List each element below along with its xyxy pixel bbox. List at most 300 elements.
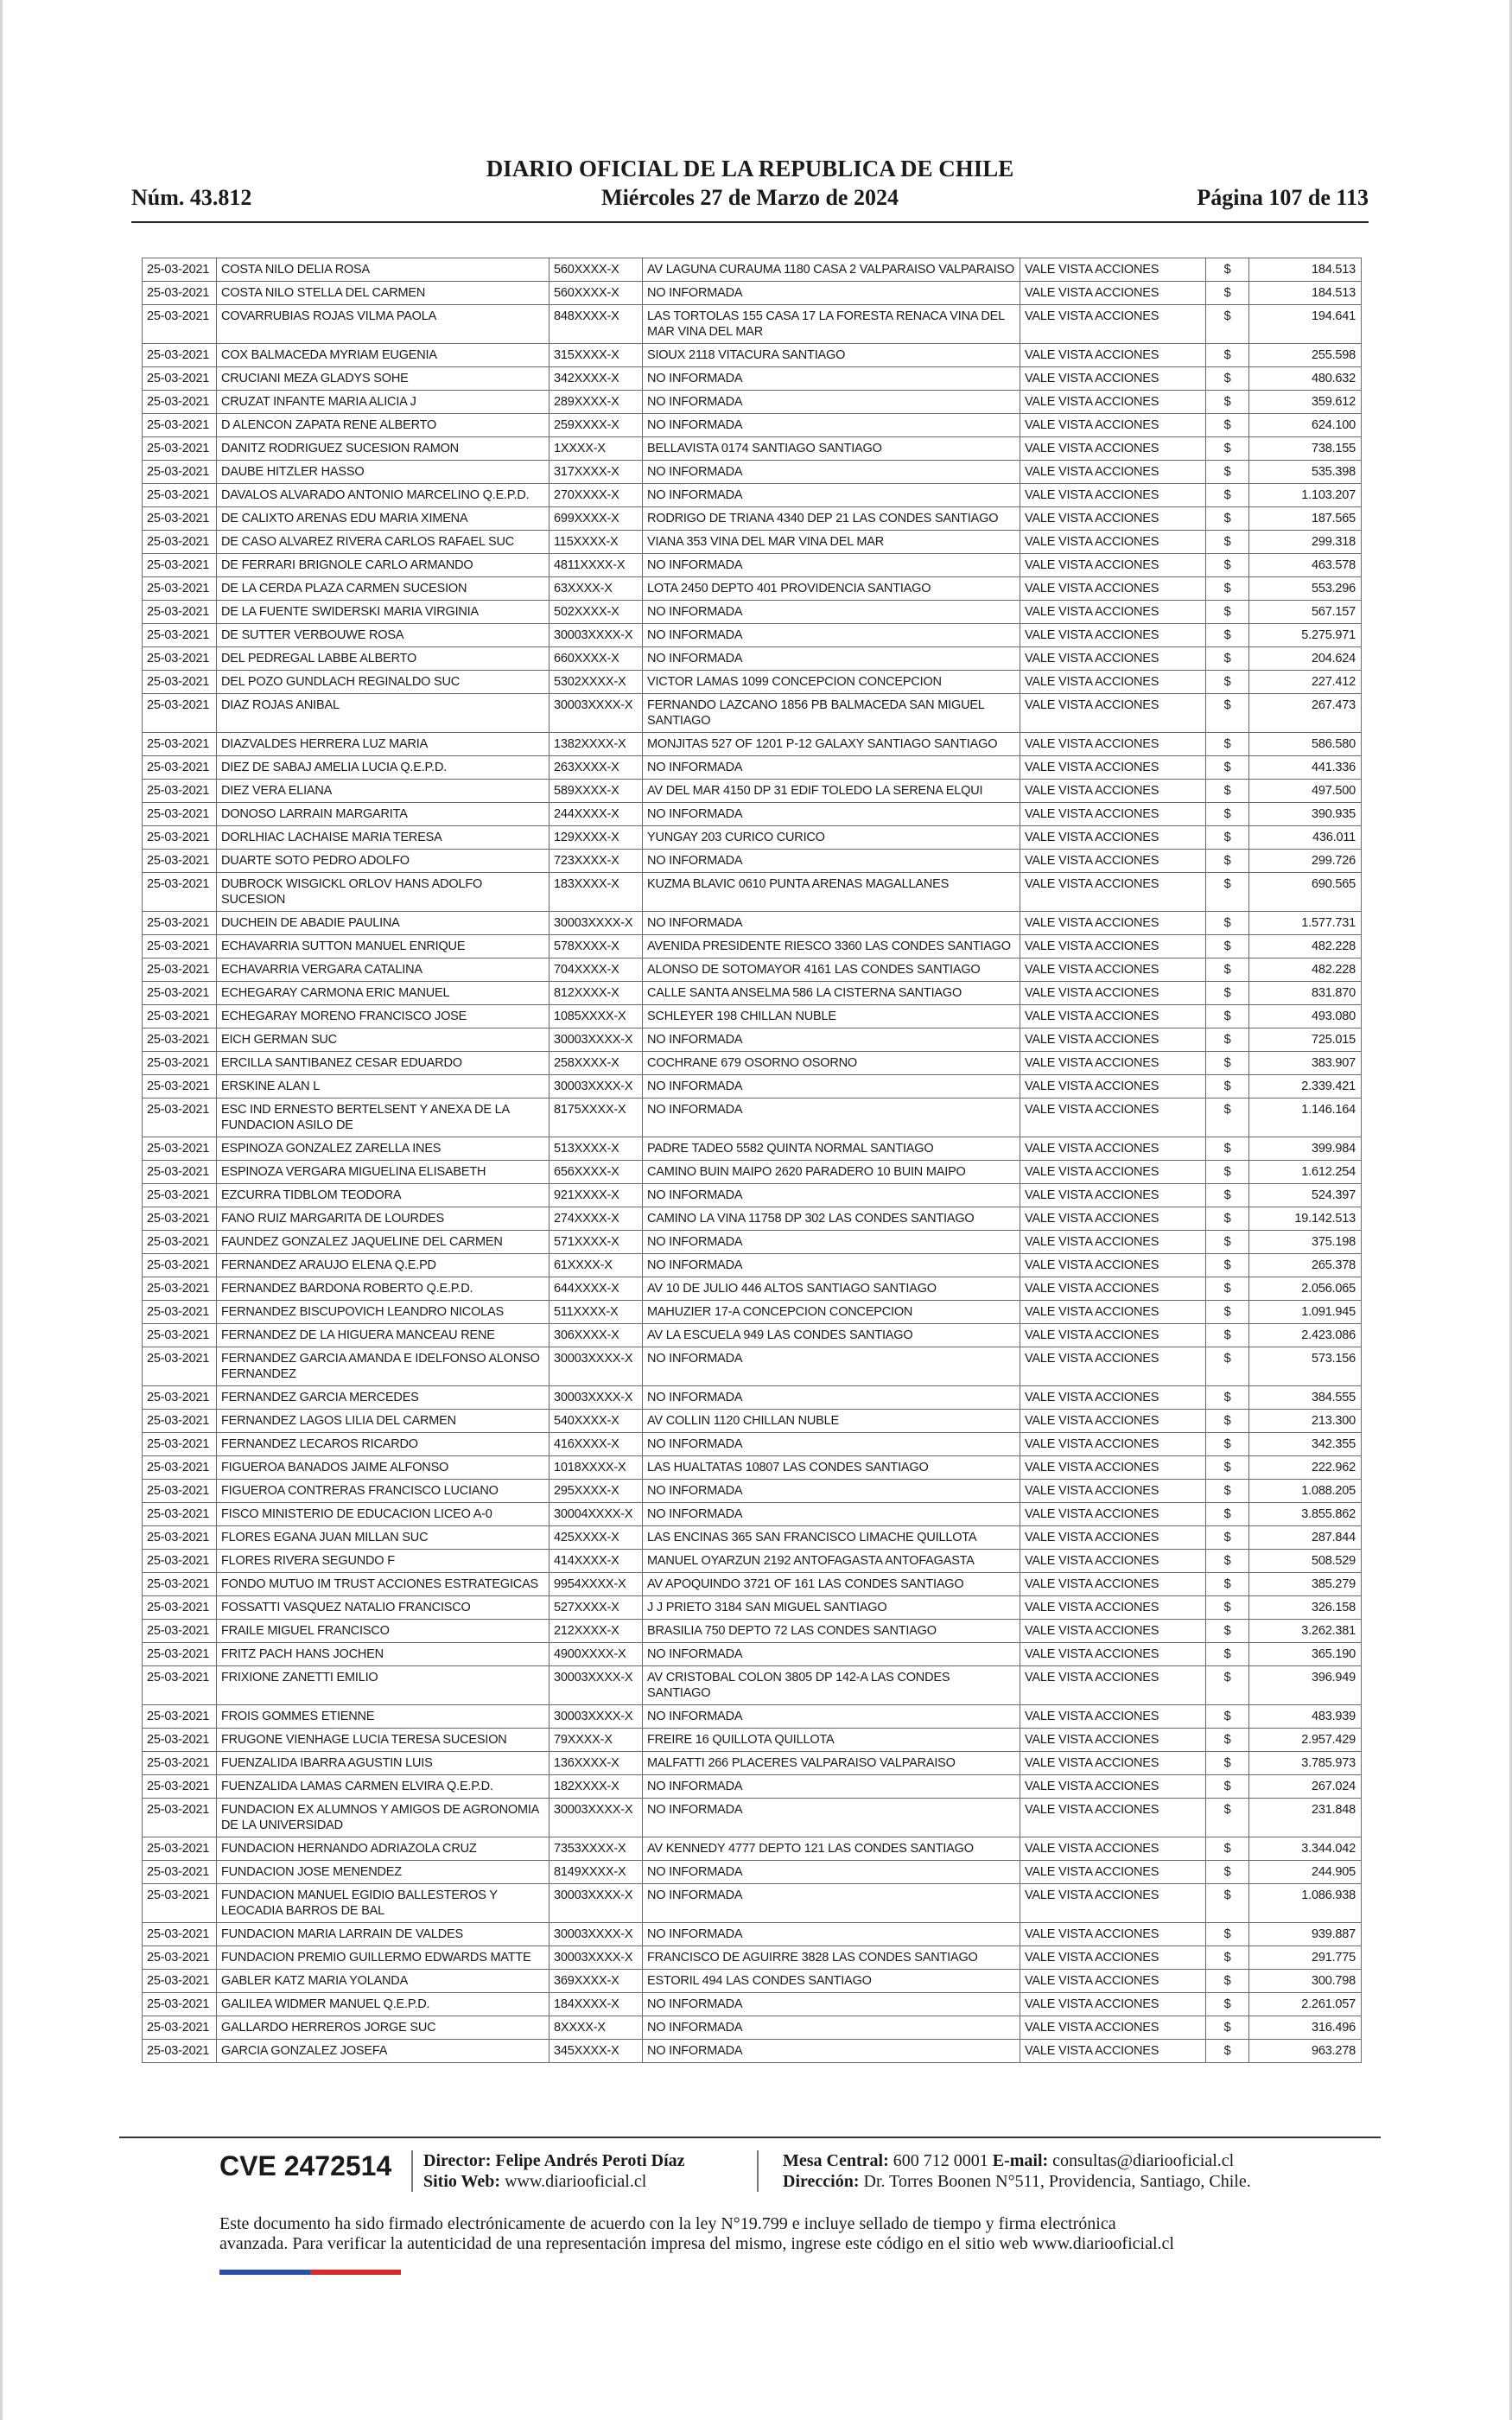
address-cell: NO INFORMADA (643, 1884, 1020, 1923)
name-cell: FUENZALIDA LAMAS CARMEN ELVIRA Q.E.P.D. (217, 1775, 550, 1799)
address-cell: CALLE SANTA ANSELMA 586 LA CISTERNA SANTIAGO (643, 982, 1020, 1005)
instrument-cell: VALE VISTA ACCIONES (1020, 1620, 1206, 1643)
name-cell: DAVALOS ALVARADO ANTONIO MARCELINO Q.E.P.D. (217, 484, 550, 507)
table-row (143, 873, 1362, 912)
table-row (143, 1643, 1362, 1666)
instrument-cell: VALE VISTA ACCIONES (1020, 531, 1206, 554)
name-cell: ESC IND ERNESTO BERTELSENT Y ANEXA DE LA FUNDACION ASILO DE (217, 1099, 550, 1137)
address-cell: SCHLEYER 198 CHILLAN NUBLE (643, 1005, 1020, 1028)
name-cell: FUNDACION JOSE MENENDEZ (217, 1861, 550, 1884)
name-cell: DE LA FUENTE SWIDERSKI MARIA VIRGINIA (217, 601, 550, 624)
rut-cell: 61XXXX-X (550, 1254, 643, 1277)
address-cell: NO INFORMADA (643, 1099, 1020, 1137)
rut-cell: 513XXXX-X (550, 1137, 643, 1161)
date-cell: 25-03-2021 (143, 1837, 217, 1861)
name-cell: DORLHIAC LACHAISE MARIA TERESA (217, 826, 550, 850)
date-cell: 25-03-2021 (143, 1347, 217, 1386)
address-cell: NO INFORMADA (643, 1231, 1020, 1254)
date-cell: 25-03-2021 (143, 531, 217, 554)
amount-cell: 342.355 (1249, 1433, 1362, 1456)
currency-cell: $ (1206, 1184, 1249, 1207)
table-row (143, 1301, 1362, 1324)
date-cell: 25-03-2021 (143, 1752, 217, 1775)
currency-cell: $ (1206, 935, 1249, 958)
date-cell: 25-03-2021 (143, 391, 217, 414)
currency-cell: $ (1206, 1480, 1249, 1503)
name-cell: EZCURRA TIDBLOM TEODORA (217, 1184, 550, 1207)
instrument-cell: VALE VISTA ACCIONES (1020, 1970, 1206, 1993)
address-cell: NO INFORMADA (643, 912, 1020, 935)
date-cell: 25-03-2021 (143, 733, 217, 756)
amount-cell: 227.412 (1249, 671, 1362, 694)
name-cell: DIAZ ROJAS ANIBAL (217, 694, 550, 733)
table-row (143, 1526, 1362, 1550)
records-table (142, 258, 1362, 2063)
amount-cell: 482.228 (1249, 935, 1362, 958)
rut-cell: 571XXXX-X (550, 1231, 643, 1254)
instrument-cell: VALE VISTA ACCIONES (1020, 958, 1206, 982)
instrument-cell: VALE VISTA ACCIONES (1020, 1052, 1206, 1075)
address-cell: NO INFORMADA (643, 1503, 1020, 1526)
address-cell: NO INFORMADA (643, 1433, 1020, 1456)
date-cell: 25-03-2021 (143, 1526, 217, 1550)
address-value: Dr. Torres Boonen N°511, Providencia, Santiago, Chile. (863, 2172, 1251, 2191)
table-row (143, 577, 1362, 601)
date-cell: 25-03-2021 (143, 1456, 217, 1480)
mesa-label: Mesa Central: (783, 2151, 889, 2170)
currency-cell: $ (1206, 1137, 1249, 1161)
instrument-cell: VALE VISTA ACCIONES (1020, 305, 1206, 344)
amount-cell: 359.612 (1249, 391, 1362, 414)
instrument-cell: VALE VISTA ACCIONES (1020, 367, 1206, 391)
amount-cell: 316.496 (1249, 2016, 1362, 2040)
records-table-wrapper (142, 258, 1361, 2063)
currency-cell: $ (1206, 912, 1249, 935)
amount-cell: 187.565 (1249, 507, 1362, 531)
date-cell: 25-03-2021 (143, 826, 217, 850)
instrument-cell: VALE VISTA ACCIONES (1020, 1923, 1206, 1946)
table-row (143, 1028, 1362, 1052)
currency-cell: $ (1206, 1993, 1249, 2016)
name-cell: FERNANDEZ BARDONA ROBERTO Q.E.P.D. (217, 1277, 550, 1301)
legal-line: avanzada. Para verificar la autenticidad de una representación impresa del mismo, ingrese este código en el sitio web www.diariooficial.cl (219, 2234, 1174, 2253)
rut-cell: 699XXXX-X (550, 507, 643, 531)
table-row (143, 1923, 1362, 1946)
rut-cell: 342XXXX-X (550, 367, 643, 391)
currency-cell: $ (1206, 1347, 1249, 1386)
address-cell: NO INFORMADA (643, 1993, 1020, 2016)
date-cell: 25-03-2021 (143, 1137, 217, 1161)
address-cell: J J PRIETO 3184 SAN MIGUEL SANTIAGO (643, 1596, 1020, 1620)
name-cell: FOSSATTI VASQUEZ NATALIO FRANCISCO (217, 1596, 550, 1620)
date-cell: 25-03-2021 (143, 780, 217, 803)
currency-cell: $ (1206, 1231, 1249, 1254)
cve-code: CVE 2472514 (219, 2150, 392, 2181)
instrument-cell: VALE VISTA ACCIONES (1020, 437, 1206, 461)
instrument-cell: VALE VISTA ACCIONES (1020, 1433, 1206, 1456)
rut-cell: 317XXXX-X (550, 461, 643, 484)
rut-cell: 259XXXX-X (550, 414, 643, 437)
date-cell: 25-03-2021 (143, 1993, 217, 2016)
instrument-cell: VALE VISTA ACCIONES (1020, 1596, 1206, 1620)
rut-cell: 244XXXX-X (550, 803, 643, 826)
name-cell: DEL POZO GUNDLACH REGINALDO SUC (217, 671, 550, 694)
amount-cell: 396.949 (1249, 1666, 1362, 1705)
rut-cell: 79XXXX-X (550, 1729, 643, 1752)
currency-cell: $ (1206, 1837, 1249, 1861)
rut-cell: 315XXXX-X (550, 344, 643, 367)
name-cell: DUCHEIN DE ABADIE PAULINA (217, 912, 550, 935)
table-row (143, 601, 1362, 624)
rut-cell: 270XXXX-X (550, 484, 643, 507)
table-row (143, 1347, 1362, 1386)
instrument-cell: VALE VISTA ACCIONES (1020, 507, 1206, 531)
rut-cell: 4811XXXX-X (550, 554, 643, 577)
date-cell: 25-03-2021 (143, 647, 217, 671)
address-cell: COCHRANE 679 OSORNO OSORNO (643, 1052, 1020, 1075)
currency-cell: $ (1206, 2040, 1249, 2063)
rut-cell: 295XXXX-X (550, 1480, 643, 1503)
rut-cell: 30003XXXX-X (550, 1075, 643, 1099)
rut-cell: 30003XXXX-X (550, 1028, 643, 1052)
instrument-cell: VALE VISTA ACCIONES (1020, 935, 1206, 958)
amount-cell: 1.103.207 (1249, 484, 1362, 507)
amount-cell: 384.555 (1249, 1386, 1362, 1410)
amount-cell: 2.056.065 (1249, 1277, 1362, 1301)
director-label: Director: (423, 2151, 492, 2170)
rut-cell: 921XXXX-X (550, 1184, 643, 1207)
amount-cell: 213.300 (1249, 1410, 1362, 1433)
instrument-cell: VALE VISTA ACCIONES (1020, 577, 1206, 601)
amount-cell: 19.142.513 (1249, 1207, 1362, 1231)
table-row (143, 1775, 1362, 1799)
amount-cell: 365.190 (1249, 1643, 1362, 1666)
instrument-cell: VALE VISTA ACCIONES (1020, 1884, 1206, 1923)
date-cell: 25-03-2021 (143, 1861, 217, 1884)
amount-cell: 231.848 (1249, 1799, 1362, 1837)
currency-cell: $ (1206, 391, 1249, 414)
table-row (143, 1410, 1362, 1433)
address-label: Dirección: (783, 2172, 860, 2191)
rut-cell: 258XXXX-X (550, 1052, 643, 1075)
name-cell: ESPINOZA GONZALEZ ZARELLA INES (217, 1137, 550, 1161)
table-row (143, 1503, 1362, 1526)
currency-cell: $ (1206, 982, 1249, 1005)
address-cell: SIOUX 2118 VITACURA SANTIAGO (643, 344, 1020, 367)
address-cell: KUZMA BLAVIC 0610 PUNTA ARENAS MAGALLANES (643, 873, 1020, 912)
date-cell: 25-03-2021 (143, 1301, 217, 1324)
table-row (143, 780, 1362, 803)
instrument-cell: VALE VISTA ACCIONES (1020, 1503, 1206, 1526)
rut-cell: 306XXXX-X (550, 1324, 643, 1347)
website-link[interactable]: www.diariooficial.cl (505, 2172, 647, 2191)
date-cell: 25-03-2021 (143, 1946, 217, 1970)
currency-cell: $ (1206, 1526, 1249, 1550)
table-row (143, 1207, 1362, 1231)
instrument-cell: VALE VISTA ACCIONES (1020, 258, 1206, 282)
currency-cell: $ (1206, 1620, 1249, 1643)
amount-cell: 1.086.938 (1249, 1884, 1362, 1923)
instrument-cell: VALE VISTA ACCIONES (1020, 282, 1206, 305)
address-cell: NO INFORMADA (643, 1705, 1020, 1729)
amount-cell: 299.318 (1249, 531, 1362, 554)
table-row (143, 531, 1362, 554)
name-cell: FERNANDEZ BISCUPOVICH LEANDRO NICOLAS (217, 1301, 550, 1324)
name-cell: FLORES RIVERA SEGUNDO F (217, 1550, 550, 1573)
amount-cell: 463.578 (1249, 554, 1362, 577)
name-cell: DUARTE SOTO PEDRO ADOLFO (217, 850, 550, 873)
rut-cell: 345XXXX-X (550, 2040, 643, 2063)
amount-cell: 299.726 (1249, 850, 1362, 873)
name-cell: FROIS GOMMES ETIENNE (217, 1705, 550, 1729)
address-cell: FERNANDO LAZCANO 1856 PB BALMACEDA SAN MIGUEL SANTIAGO (643, 694, 1020, 733)
amount-cell: 624.100 (1249, 414, 1362, 437)
amount-cell: 1.146.164 (1249, 1099, 1362, 1137)
amount-cell: 2.957.429 (1249, 1729, 1362, 1752)
rut-cell: 129XXXX-X (550, 826, 643, 850)
amount-cell: 3.344.042 (1249, 1837, 1362, 1861)
currency-cell: $ (1206, 1923, 1249, 1946)
rut-cell: 1382XXXX-X (550, 733, 643, 756)
table-row (143, 850, 1362, 873)
address-cell: NO INFORMADA (643, 1184, 1020, 1207)
currency-cell: $ (1206, 1884, 1249, 1923)
table-row (143, 912, 1362, 935)
name-cell: COX BALMACEDA MYRIAM EUGENIA (217, 344, 550, 367)
instrument-cell: VALE VISTA ACCIONES (1020, 1550, 1206, 1573)
address-cell: NO INFORMADA (643, 1075, 1020, 1099)
table-row (143, 1075, 1362, 1099)
address-cell: NO INFORMADA (643, 461, 1020, 484)
currency-cell: $ (1206, 1596, 1249, 1620)
name-cell: DE CALIXTO ARENAS EDU MARIA XIMENA (217, 507, 550, 531)
amount-cell: 244.905 (1249, 1861, 1362, 1884)
amount-cell: 2.423.086 (1249, 1324, 1362, 1347)
instrument-cell: VALE VISTA ACCIONES (1020, 1099, 1206, 1137)
rut-cell: 660XXXX-X (550, 647, 643, 671)
amount-cell: 326.158 (1249, 1596, 1362, 1620)
table-row (143, 554, 1362, 577)
instrument-cell: VALE VISTA ACCIONES (1020, 1752, 1206, 1775)
currency-cell: $ (1206, 577, 1249, 601)
address-cell: NO INFORMADA (643, 1643, 1020, 1666)
table-row (143, 2040, 1362, 2063)
currency-cell: $ (1206, 1075, 1249, 1099)
table-row (143, 1480, 1362, 1503)
table-row (143, 733, 1362, 756)
rut-cell: 212XXXX-X (550, 1620, 643, 1643)
address-cell: NO INFORMADA (643, 803, 1020, 826)
table-row (143, 1324, 1362, 1347)
table-row (143, 1884, 1362, 1923)
amount-cell: 291.775 (1249, 1946, 1362, 1970)
amount-cell: 586.580 (1249, 733, 1362, 756)
instrument-cell: VALE VISTA ACCIONES (1020, 1993, 1206, 2016)
name-cell: FERNANDEZ ARAUJO ELENA Q.E.PD (217, 1254, 550, 1277)
name-cell: CRUCIANI MEZA GLADYS SOHE (217, 367, 550, 391)
table-row (143, 344, 1362, 367)
address-cell: LAS HUALTATAS 10807 LAS CONDES SANTIAGO (643, 1456, 1020, 1480)
rut-cell: 416XXXX-X (550, 1433, 643, 1456)
instrument-cell: VALE VISTA ACCIONES (1020, 1184, 1206, 1207)
amount-cell: 483.939 (1249, 1705, 1362, 1729)
date-cell: 25-03-2021 (143, 1277, 217, 1301)
date-cell: 25-03-2021 (143, 1643, 217, 1666)
instrument-cell: VALE VISTA ACCIONES (1020, 850, 1206, 873)
table-row (143, 1386, 1362, 1410)
currency-cell: $ (1206, 1052, 1249, 1075)
date-cell: 25-03-2021 (143, 1923, 217, 1946)
address-cell: NO INFORMADA (643, 1386, 1020, 1410)
table-row (143, 2016, 1362, 2040)
name-cell: FIGUEROA CONTRERAS FRANCISCO LUCIANO (217, 1480, 550, 1503)
email-link[interactable]: consultas@diariooficial.cl (1052, 2151, 1235, 2170)
amount-cell: 482.228 (1249, 958, 1362, 982)
instrument-cell: VALE VISTA ACCIONES (1020, 484, 1206, 507)
currency-cell: $ (1206, 1005, 1249, 1028)
name-cell: ECHEGARAY MORENO FRANCISCO JOSE (217, 1005, 550, 1028)
table-row (143, 1184, 1362, 1207)
table-row (143, 1161, 1362, 1184)
address-cell: AV APOQUINDO 3721 OF 161 LAS CONDES SANTIAGO (643, 1573, 1020, 1596)
currency-cell: $ (1206, 1970, 1249, 1993)
rut-cell: 589XXXX-X (550, 780, 643, 803)
date-cell: 25-03-2021 (143, 1161, 217, 1184)
table-row (143, 305, 1362, 344)
date-cell: 25-03-2021 (143, 1028, 217, 1052)
rut-cell: 30003XXXX-X (550, 1923, 643, 1946)
footer-director-block (423, 2150, 685, 2192)
table-row (143, 391, 1362, 414)
instrument-cell: VALE VISTA ACCIONES (1020, 826, 1206, 850)
address-cell: NO INFORMADA (643, 850, 1020, 873)
rut-cell: 30003XXXX-X (550, 1884, 643, 1923)
instrument-cell: VALE VISTA ACCIONES (1020, 756, 1206, 780)
rut-cell: 30003XXXX-X (550, 1799, 643, 1837)
table-row (143, 1573, 1362, 1596)
instrument-cell: VALE VISTA ACCIONES (1020, 1231, 1206, 1254)
flag-red-stripe (310, 2270, 401, 2275)
footer-divider (119, 2137, 1381, 2138)
amount-cell: 3.262.381 (1249, 1620, 1362, 1643)
currency-cell: $ (1206, 1643, 1249, 1666)
instrument-cell: VALE VISTA ACCIONES (1020, 982, 1206, 1005)
date-cell: 25-03-2021 (143, 982, 217, 1005)
name-cell: FAUNDEZ GONZALEZ JAQUELINE DEL CARMEN (217, 1231, 550, 1254)
name-cell: ERSKINE ALAN L (217, 1075, 550, 1099)
currency-cell: $ (1206, 1799, 1249, 1837)
date-cell: 25-03-2021 (143, 1324, 217, 1347)
address-cell: VICTOR LAMAS 1099 CONCEPCION CONCEPCION (643, 671, 1020, 694)
currency-cell: $ (1206, 624, 1249, 647)
date-cell: 25-03-2021 (143, 1005, 217, 1028)
table-row (143, 1456, 1362, 1480)
currency-cell: $ (1206, 507, 1249, 531)
date-cell: 25-03-2021 (143, 850, 217, 873)
instrument-cell: VALE VISTA ACCIONES (1020, 554, 1206, 577)
table-row (143, 756, 1362, 780)
instrument-cell: VALE VISTA ACCIONES (1020, 1005, 1206, 1028)
instrument-cell: VALE VISTA ACCIONES (1020, 461, 1206, 484)
date-cell: 25-03-2021 (143, 1573, 217, 1596)
amount-cell: 222.962 (1249, 1456, 1362, 1480)
table-row (143, 1729, 1362, 1752)
date-cell: 25-03-2021 (143, 694, 217, 733)
name-cell: FERNANDEZ LAGOS LILIA DEL CARMEN (217, 1410, 550, 1433)
instrument-cell: VALE VISTA ACCIONES (1020, 1705, 1206, 1729)
instrument-cell: VALE VISTA ACCIONES (1020, 1410, 1206, 1433)
name-cell: FONDO MUTUO IM TRUST ACCIONES ESTRATEGICAS (217, 1573, 550, 1596)
name-cell: DAUBE HITZLER HASSO (217, 461, 550, 484)
date-cell: 25-03-2021 (143, 2016, 217, 2040)
currency-cell: $ (1206, 1573, 1249, 1596)
table-row (143, 1666, 1362, 1705)
address-cell: AV CRISTOBAL COLON 3805 DP 142-A LAS CONDES SANTIAGO (643, 1666, 1020, 1705)
amount-cell: 1.088.205 (1249, 1480, 1362, 1503)
currency-cell: $ (1206, 1550, 1249, 1573)
table-row (143, 461, 1362, 484)
rut-cell: 540XXXX-X (550, 1410, 643, 1433)
amount-cell: 390.935 (1249, 803, 1362, 826)
table-row (143, 1433, 1362, 1456)
amount-cell: 738.155 (1249, 437, 1362, 461)
name-cell: DE FERRARI BRIGNOLE CARLO ARMANDO (217, 554, 550, 577)
rut-cell: 289XXXX-X (550, 391, 643, 414)
address-cell: NO INFORMADA (643, 2040, 1020, 2063)
rut-cell: 115XXXX-X (550, 531, 643, 554)
instrument-cell: VALE VISTA ACCIONES (1020, 1729, 1206, 1752)
name-cell: DEL PEDREGAL LABBE ALBERTO (217, 647, 550, 671)
publication-date: Miércoles 27 de Marzo de 2024 (601, 185, 899, 210)
date-cell: 25-03-2021 (143, 1207, 217, 1231)
table-row (143, 1099, 1362, 1137)
amount-cell: 939.887 (1249, 1923, 1362, 1946)
amount-cell: 553.296 (1249, 577, 1362, 601)
currency-cell: $ (1206, 756, 1249, 780)
date-cell: 25-03-2021 (143, 1620, 217, 1643)
name-cell: DIEZ DE SABAJ AMELIA LUCIA Q.E.P.D. (217, 756, 550, 780)
table-row (143, 1052, 1362, 1075)
instrument-cell: VALE VISTA ACCIONES (1020, 1775, 1206, 1799)
instrument-cell: VALE VISTA ACCIONES (1020, 1643, 1206, 1666)
rut-cell: 7353XXXX-X (550, 1837, 643, 1861)
rut-cell: 263XXXX-X (550, 756, 643, 780)
rut-cell: 30003XXXX-X (550, 694, 643, 733)
name-cell: FUENZALIDA IBARRA AGUSTIN LUIS (217, 1752, 550, 1775)
amount-cell: 524.397 (1249, 1184, 1362, 1207)
date-cell: 25-03-2021 (143, 1480, 217, 1503)
publication-title: DIARIO OFICIAL DE LA REPUBLICA DE CHILE (486, 156, 1014, 182)
address-cell: NO INFORMADA (643, 1480, 1020, 1503)
address-cell: NO INFORMADA (643, 414, 1020, 437)
currency-cell: $ (1206, 554, 1249, 577)
table-row (143, 484, 1362, 507)
currency-cell: $ (1206, 1028, 1249, 1052)
amount-cell: 184.513 (1249, 258, 1362, 282)
address-cell: PADRE TADEO 5582 QUINTA NORMAL SANTIAGO (643, 1137, 1020, 1161)
currency-cell: $ (1206, 733, 1249, 756)
date-cell: 25-03-2021 (143, 507, 217, 531)
currency-cell: $ (1206, 344, 1249, 367)
currency-cell: $ (1206, 694, 1249, 733)
name-cell: DE CASO ALVAREZ RIVERA CARLOS RAFAEL SUC (217, 531, 550, 554)
rut-cell: 136XXXX-X (550, 1752, 643, 1775)
table-row (143, 1231, 1362, 1254)
date-cell: 25-03-2021 (143, 1099, 217, 1137)
currency-cell: $ (1206, 647, 1249, 671)
address-cell: ESTORIL 494 LAS CONDES SANTIAGO (643, 1970, 1020, 1993)
address-cell: FREIRE 16 QUILLOTA QUILLOTA (643, 1729, 1020, 1752)
